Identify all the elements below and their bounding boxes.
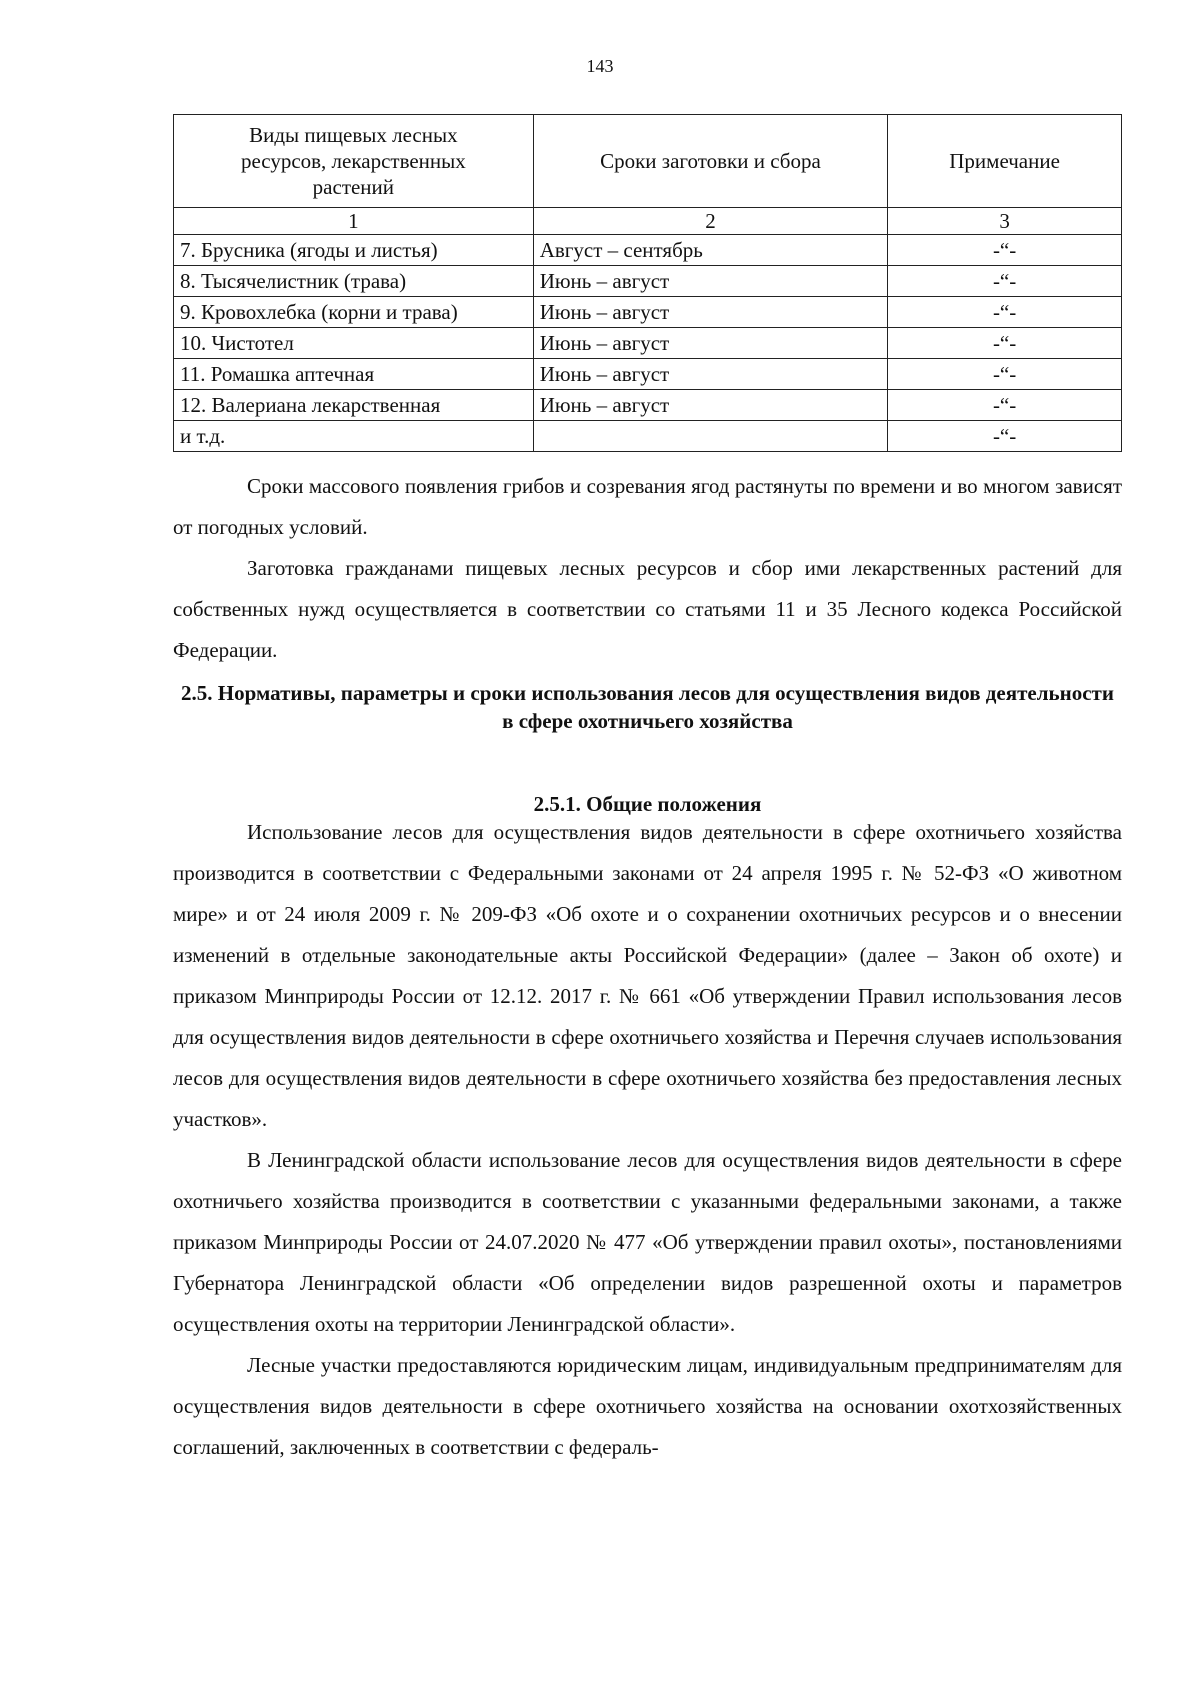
table-row <box>174 266 1122 297</box>
table-cell: Июнь – август <box>533 266 887 297</box>
column-number: 3 <box>888 208 1122 235</box>
table-header-row <box>174 115 1122 208</box>
table-cell: 10. Чистотел <box>174 328 534 359</box>
table-row <box>174 390 1122 421</box>
table-cell: 8. Тысячелистник (трава) <box>174 266 534 297</box>
column-number: 2 <box>533 208 887 235</box>
paragraph: В Ленинградской области использование лесов для осуществления видов деятельности в сфере охотничьего хозяйства производится в соответствии с указанными федеральными законами, а также приказом Минприроды России от 24.07.2020 № 477 «Об утверждении правил охоты», постановлениями Губернатора Ленинградской области «Об определении видов разрешенной охоты и параметров осуществления охоты на территории Ленинградской области». <box>173 1148 1122 1336</box>
table-row <box>174 328 1122 359</box>
table-cell: -“- <box>888 390 1122 421</box>
table-cell: -“- <box>888 328 1122 359</box>
page-number: 143 <box>586 56 614 76</box>
paragraph: Сроки массового появления грибов и созревания ягод растянуты по времени и во многом зависят от погодных условий. <box>173 474 1122 539</box>
table-cell: Июнь – август <box>533 390 887 421</box>
column-number: 1 <box>174 208 534 235</box>
subsection-heading: 2.5.1. Общие положения <box>533 792 762 816</box>
table-cell: -“- <box>888 359 1122 390</box>
column-number-row <box>174 208 1122 235</box>
table-row <box>174 421 1122 452</box>
table-cell: Август – сентябрь <box>533 235 887 266</box>
table-cell: -“- <box>888 297 1122 328</box>
table-header-cell: Сроки заготовки и сбора <box>533 115 887 208</box>
table-cell: 12. Валериана лекарственная <box>174 390 534 421</box>
table-cell: Июнь – август <box>533 359 887 390</box>
table-row <box>174 359 1122 390</box>
table-cell <box>533 421 887 452</box>
text-block-top <box>173 466 1122 671</box>
table-cell: 7. Брусника (ягоды и листья) <box>174 235 534 266</box>
section-heading: 2.5. Нормативы, параметры и сроки использования лесов для осуществления видов деятельности в сфере охотничьего хозяйства <box>181 681 1114 733</box>
table-cell: Июнь – август <box>533 328 887 359</box>
table-cell: 11. Ромашка аптечная <box>174 359 534 390</box>
paragraph: Заготовка гражданами пищевых лесных ресурсов и сбор ими лекарственных растений для собственных нужд осуществляется в соответствии со статьями 11 и 35 Лесного кодекса Российской Федерации. <box>173 556 1122 662</box>
table-row <box>174 235 1122 266</box>
table-cell: -“- <box>888 266 1122 297</box>
table-cell: Июнь – август <box>533 297 887 328</box>
table-cell: 9. Кровохлебка (корни и трава) <box>174 297 534 328</box>
table-row <box>174 297 1122 328</box>
paragraph: Лесные участки предоставляются юридическим лицам, индивидуальным предпринимателям для осуществления видов деятельности в сфере охотничьего хозяйства на основании охотхозяйственных соглашений, заключенных в соответствии с федераль- <box>173 1353 1122 1459</box>
table-cell: -“- <box>888 235 1122 266</box>
table-cell: и т.д. <box>174 421 534 452</box>
resources-table <box>173 114 1122 452</box>
text-block-bottom <box>173 812 1122 1468</box>
table-header-cell: Виды пищевых лесных ресурсов, лекарственных растений <box>174 115 534 208</box>
table-header-cell: Примечание <box>888 115 1122 208</box>
paragraph: Использование лесов для осуществления видов деятельности в сфере охотничьего хозяйства производится в соответствии с Федеральными законами от 24 апреля 1995 г. № 52-ФЗ «О животном мире» и от 24 июля 2009 г. № 209-ФЗ «Об охоте и о сохранении охотничьих ресурсов и о внесении изменений в отдельные законодательные акты Российской Федерации» (далее – Закон об охоте) и приказом Минприроды России от 12.12. 2017 г. № 661 «Об утверждении Правил использования лесов для осуществления видов деятельности в сфере охотничьего хозяйства и Перечня случаев использования лесов для осуществления видов деятельности в сфере охотничьего хозяйства без предоставления лесных участков». <box>173 820 1122 1131</box>
table-cell: -“- <box>888 421 1122 452</box>
